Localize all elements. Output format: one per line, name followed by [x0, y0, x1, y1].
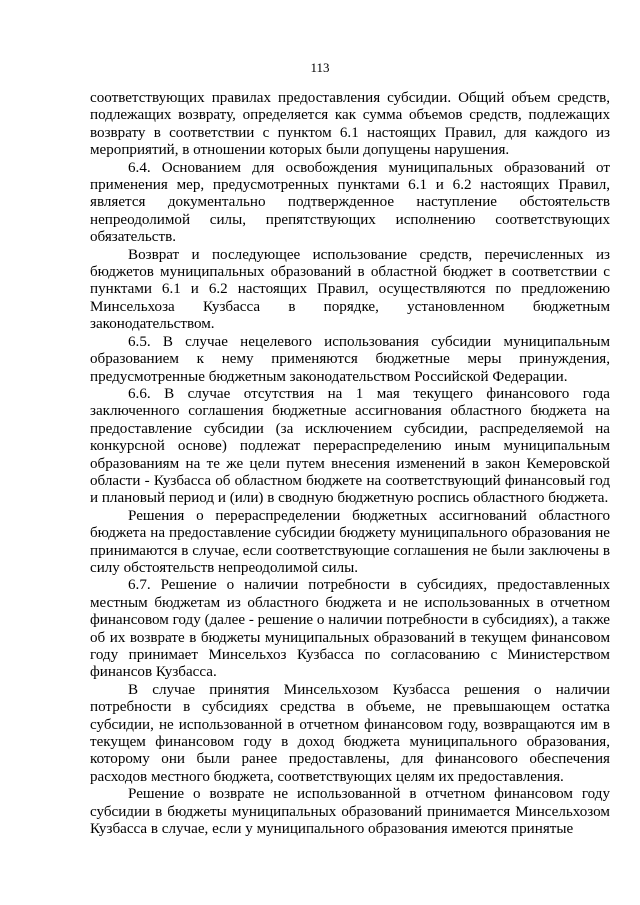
- paragraph: Возврат и последующее использование средств, перечисленных из бюджетов муниципальных образований в областной бюджет в соответствии с пунктами 6.1 и 6.2 настоящих Правил, осуществляются по предложению Минсельхоза Кузбасса в порядке, установленном бюджетным законодательством.: [90, 246, 610, 333]
- paragraph: 6.4. Основанием для освобождения муниципальных образований от применения мер, предусмотренных пунктами 6.1 и 6.2 настоящих Правил, является документально подтвержденное наступление обстоятельств непреодолимой силы, препятствующих исполнению соответствующих обязательств.: [90, 159, 610, 246]
- page-number: 113: [310, 60, 330, 75]
- document-body: [90, 90, 610, 838]
- paragraph: 6.6. В случае отсутствия на 1 мая текущего финансового года заключенного соглашения бюджетные ассигнования областного бюджета на предоставление субсидии (за исключением субсидии, распределяемой на конкурсной основе) подлежат перераспределению иным муниципальным образованиям на те же цели путем внесения изменений в закон Кемеровской области - Кузбасса об областном бюджете на соответствующий финансовый год и плановый период и (или) в сводную бюджетную роспись областного бюджета.: [90, 385, 610, 507]
- paragraph: 6.5. В случае нецелевого использования субсидии муниципальным образованием к нему применяются бюджетные меры принуждения, предусмотренные бюджетным законодательством Российской Федерации.: [90, 333, 610, 385]
- paragraph: соответствующих правилах предоставления субсидии. Общий объем средств, подлежащих возврату, определяется как сумма объемов средств, подлежащих возврату в соответствии с пунктом 6.1 настоящих Правил, для каждого из мероприятий, в отношении которых были допущены нарушения.: [90, 90, 610, 159]
- paragraph: Решения о перераспределении бюджетных ассигнований областного бюджета на предоставление субсидии бюджету муниципального образования не принимаются в случае, если соответствующие соглашения не были заключены в силу обстоятельств непреодолимой силы.: [90, 507, 610, 576]
- paragraph: В случае принятия Минсельхозом Кузбасса решения о наличии потребности в субсидиях средства в объеме, не превышающем остатка субсидии, не использованной в отчетном финансовом году, возвращаются им в текущем финансовом году в доход бюджета муниципального образования, которому они были ранее предоставлены, для финансового обеспечения расходов местного бюджета, соответствующих целям их предоставления.: [90, 681, 610, 785]
- paragraph: 6.7. Решение о наличии потребности в субсидиях, предоставленных местным бюджетам из областного бюджета и не использованных в отчетном финансовом году (далее - решение о наличии потребности в субсидиях), а также об их возврате в бюджеты муниципальных образований в текущем финансовом году принимает Минсельхоз Кузбасса по согласованию с Министерством финансов Кузбасса.: [90, 577, 610, 681]
- paragraph: Решение о возврате не использованной в отчетном финансовом году субсидии в бюджеты муниципальных образований принимается Минсельхозом Кузбасса в случае, если у муниципального образования имеются принятые: [90, 786, 610, 838]
